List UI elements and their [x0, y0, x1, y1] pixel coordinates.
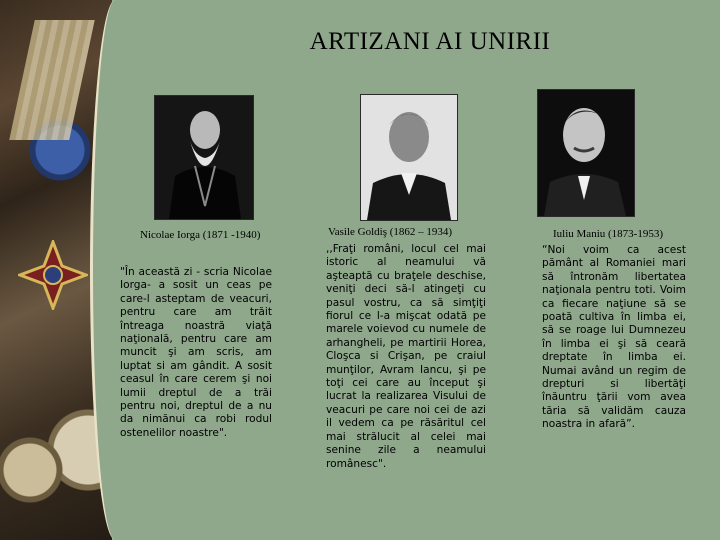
- caption-nicolae-iorga: Nicolae Iorga (1871 -1940): [140, 229, 261, 241]
- caption-iuliu-maniu: Iuliu Maniu (1873-1953): [553, 228, 663, 240]
- quote-vasile-goldis: ,,Fraţi români, locul cel mai istoric al neamului vă aşteaptă cu braţele deschise, veniţi deci să-l atingeţi cu pasul vostru, ca să simţiţi fiorul ce l-a mişcat odată pe marele voievod cu numele de arhangheli, pe martirii Horea, Cloşca si Crişan, pe craiul munţilor, Avram Iancu, şi pe toţi cei care au început şi lucrat la realizarea Visului de veacuri pe care noi cei de azi il vedem ca pe răsăritul cel mai strălucit al celei mai senine zile a neamului românesc".: [326, 243, 486, 470]
- quote-iuliu-maniu: “Noi voim ca acest pământ al Romaniei mari să întronăm libertatea naţionala pentru toti. Voim ca fiecare naţiune să se poată cultiva în limba ei, să se roage lui Dumnezeu în limba ei şi să ceară dreptate în limba ei. Numai având un regim de drepturi si libertăţi înăuntru ţării vom avea tăria să validăm cauza noastra in afară”.: [542, 244, 686, 431]
- portrait-photo-image: [155, 96, 253, 219]
- decorative-sidebar: [0, 0, 112, 540]
- medal-ribbon-image: [9, 20, 95, 140]
- quote-nicolae-iorga: "În această zi - scria Nicolae Iorga- a sosit un ceas pe care-l asteptam de veacuri, pentru care am trăit întreaga noastră viaţă naţională, pentru care am muncit şi am scris, am luptat si am gândit. A sosit ceasul în care cerem şi noi lumii dreptul de a trăi pentru noi, dreptul de a nu da nimănui ca robi rodul ostenelilor noastre".: [120, 266, 272, 439]
- portrait-photo-image: [361, 95, 457, 220]
- portrait-vasile-goldis: [360, 94, 458, 221]
- portrait-photo-image: [538, 90, 634, 216]
- portrait-nicolae-iorga: [154, 95, 254, 220]
- order-cross-image: [18, 240, 88, 310]
- caption-vasile-goldis: Vasile Goldiş (1862 – 1934): [328, 226, 453, 238]
- slide-title: ARTIZANI AI UNIRII: [309, 28, 551, 55]
- portrait-iuliu-maniu: [537, 89, 635, 217]
